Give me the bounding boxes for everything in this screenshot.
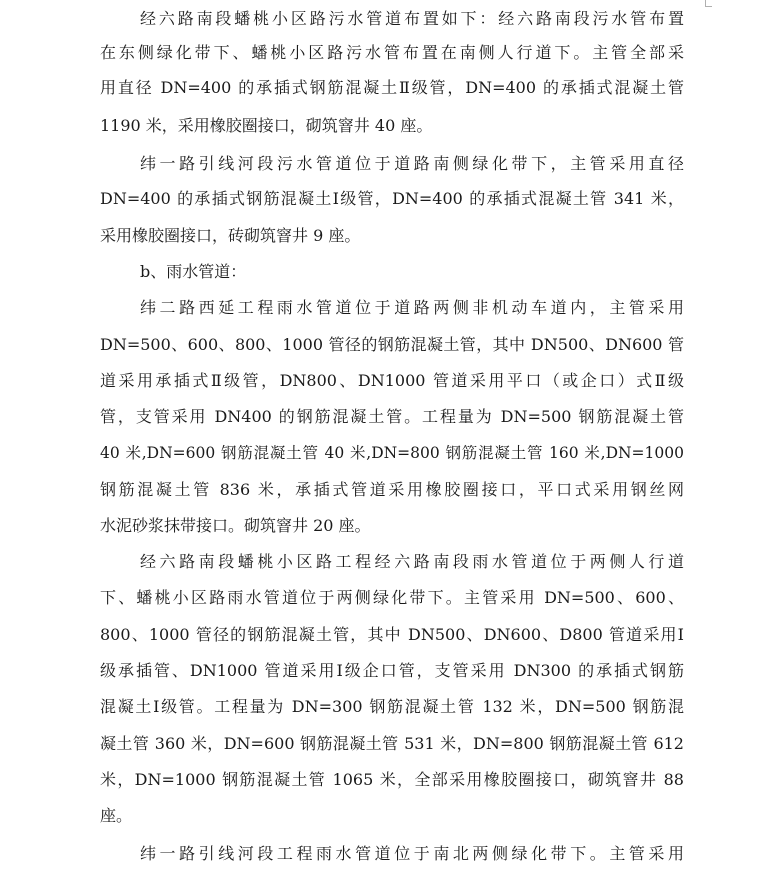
paragraph-line: DN=500、600、800、1000 管径的钢筋混凝土管，其中 DN500、DN600 管	[100, 335, 684, 354]
paragraph-line: 经六路南段蟠桃小区路污水管道布置如下：经六路南段污水管布置	[140, 9, 684, 28]
paragraph-line: 混凝土Ⅰ级管。工程量为 DN=300 钢筋混凝土管 132 米，DN=500 钢筋混	[100, 697, 684, 716]
paragraph-line: 米，DN=1000 钢筋混凝土管 1065 米，全部采用橡胶圈接口，砌筑窨井 88	[100, 770, 684, 789]
paragraph-line: 水泥砂浆抹带接口。砌筑窨井 20 座。	[100, 516, 371, 535]
paragraph-line: 经六路南段蟠桃小区路工程经六路南段雨水管道位于两侧人行道	[140, 552, 684, 571]
paragraph-line: 钢筋混凝土管 836 米，承插式管道采用橡胶圈接口，平口式采用钢丝网	[100, 480, 684, 499]
paragraph-line: 下、蟠桃小区路雨水管道位于两侧绿化带下。主管采用 DN=500、600、	[100, 588, 684, 607]
paragraph-line: 管，支管采用 DN400 的钢筋混凝土管。工程量为 DN=500 钢筋混凝土管	[100, 407, 684, 426]
paragraph-line: 座。	[100, 806, 133, 825]
paragraph-line: 在东侧绿化带下、蟠桃小区路污水管布置在南侧人行道下。主管全部采	[100, 43, 684, 62]
paragraph-line: 纬二路西延工程雨水管道位于道路两侧非机动车道内，主管采用	[140, 298, 684, 317]
paragraph-line: 纬一路引线河段污水管道位于道路南侧绿化带下，主管采用直径	[140, 154, 684, 173]
paragraph-line: 凝土管 360 米，DN=600 钢筋混凝土管 531 米，DN=800 钢筋混凝土管 612	[100, 734, 684, 753]
paragraph-line: 800、1000 管径的钢筋混凝土管，其中 DN500、DN600、D800 管道采用Ⅰ	[100, 625, 684, 644]
paragraph-line: 用直径 DN=400 的承插式钢筋混凝土Ⅱ级管，DN=400 的承插式混凝土管	[100, 78, 684, 97]
page-corner-mark	[705, 0, 712, 7]
paragraph-line: 级承插管、DN1000 管道采用Ⅰ级企口管，支管采用 DN300 的承插式钢筋	[100, 661, 684, 680]
paragraph-line: 采用橡胶圈接口，砖砌筑窨井 9 座。	[100, 226, 361, 245]
paragraph-line: 纬一路引线河段工程雨水管道位于南北两侧绿化带下。主管采用	[140, 844, 684, 863]
paragraph-line: DN=400 的承插式钢筋混凝土Ⅰ级管，DN=400 的承插式混凝土管 341 米，	[100, 189, 684, 208]
section-heading: b、雨水管道：	[140, 262, 247, 281]
paragraph-line: 1190 米，采用橡胶圈接口，砌筑窨井 40 座。	[100, 116, 433, 135]
paragraph-line: 道采用承插式Ⅱ级管，DN800、DN1000 管道采用平口（或企口）式Ⅱ级	[100, 371, 684, 390]
paragraph-line: 40 米,DN=600 钢筋混凝土管 40 米,DN=800 钢筋混凝土管 160 米,DN=1000	[100, 444, 684, 462]
